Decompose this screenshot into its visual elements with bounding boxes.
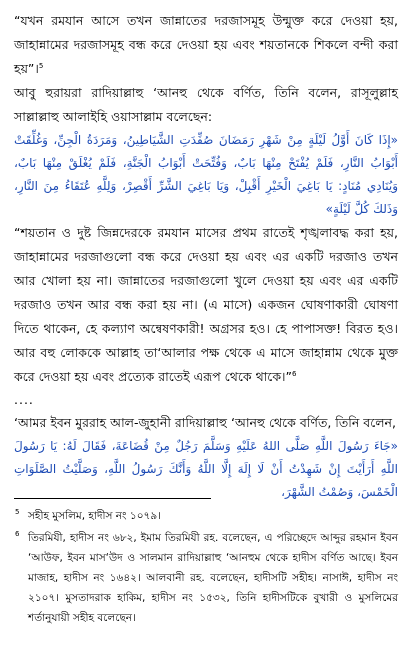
- narration-intro-2: ‘আমর ইবন মুররাহ আল-জুহানী রাদিয়াল্লাহু ‘আনহু থেকে বর্ণিত, তিনি বলেন,: [14, 415, 396, 430]
- quote-paragraph-1: [14, 9, 398, 81]
- footnote-text: তিরমিযী, হাদীস নং ৬৮২, ইমাম তিরমিযী রহ. বলেছেন, এ পরিচ্ছেদে আব্দুর রহমান ইবন ‘আউফ, ইবন মাস‘উদ ও সালমান রাদিয়াল্লাহু ‘আনহুম থেকে হাদীস বর্ণিত আছে। ইবন মাজাহ, হাদীস নং ১৬৪২। আলবানী রহ. বলেছেন, হাদীসটি সহীহ। নাসাঈ, হাদীস নং ২১০৭। মুসতাদরাক হাকিম, হাদীস নং ১৫৩২, তিনি হাদীসটিকে বুখারী ও মুসলিমের শর্তানুযায়ী সহীহ বলেছেন।: [28, 532, 398, 624]
- translation-paragraph: [14, 221, 398, 389]
- footnotes-section: [14, 506, 398, 630]
- footnote-6: [14, 528, 398, 628]
- ellipsis-separator: ....: [14, 392, 34, 407]
- footnote-ref-5[interactable]: 5: [38, 61, 44, 70]
- quote-text-1: “যখন রমযান আসে তখন জান্নাতের দরজাসমূহ উন্মুক্ত করে দেওয়া হয়, জাহান্নামের দরজাসমূহ বন্ধ করে দেওয়া হয় এবং শয়তানকে শিকলে বন্দী করা হয়”।: [14, 13, 398, 76]
- translation-text: “শয়তান ও দুষ্ট জিন্নদেরকে রমযান মাসের প্রথম রাতেই শৃঙ্খলাবদ্ধ করা হয়, জাহান্নামের দরজাগুলো বন্ধ করে দেওয়া হয় এবং এর একটি দরজাও তখন আর খোলা হয় না। জান্নাতের দরজাগুলো খুলে দেওয়া হয় এবং এর একটি দরজাও তখন আর বন্ধ করা হয় না। (এ মাসে) একজন ঘোষণাকারী ঘোষণা দিতে থাকেন, হে কল্যাণ অন্বেষণকারী! অগ্রসর হও। হে পাপাসক্ত! বিরত হও। আর বহু লোককে আল্লাহ তা‘আলার পক্ষ থেকে এ মাসে জাহান্নাম থেকে মুক্ত করে দেওয়া হয় এবং প্রত্যেক রাতেই এরূপ থেকে থাকে।”: [14, 225, 398, 384]
- footnote-5: [14, 506, 398, 526]
- footnote-divider: [14, 498, 211, 499]
- arabic-hadith-1: «إِذَا كَانَ أَوَّلُ لَيْلَةٍ مِنْ شَهْرِ رَمَضَانَ صُفِّدَتِ الشَّيَاطِينُ، وَمَرَدَةُ الْجِنِّ، وَغُلِّقَتْ أَبْوَابُ النَّارِ، فَلَمْ يُفْتَحْ مِنْهَا بَابٌ، وَفُتِّحَتْ أَبْوَابُ الْجَنَّةِ، فَلَمْ يُغْلَقْ مِنْهَا بَابٌ، وَيُنَادِي مُنَادٍ: يَا بَاغِيَ الْخَيْرِ أَقْبِلْ، وَيَا بَاغِيَ الشَّرِّ أَقْصِرْ، وَلِلَّهِ عُتَقَاءُ مِنَ النَّارِ، وَذَلكَ كُلَّ لَيْلَةٍ»: [14, 133, 398, 216]
- footnote-ref-6[interactable]: 6: [292, 369, 297, 378]
- arabic-hadith-2: «جَاءَ رَسُولَ اللَّهِ صَلَّى اللهُ عَلَيْهِ وَسَلَّمَ رَجُلٌ مِنْ قُضَاعَةَ، فَقَالَ لَهُ: يَا رَسُولَ اللَّهِ أَرَأَيْتَ إِنْ شَهِدْتُ أَنْ لَا إِلَهَ إِلَّا اللَّهُ وَأَنَّكَ رَسُولُ اللَّهِ، وَصَلَّيْتُ الصَّلَوَاتِ الْخَمْسَ، وَصُمْتُ الشَّهْرَ،: [14, 439, 398, 499]
- footnote-number: 6: [15, 530, 20, 538]
- narration-intro-1: আবু হুরায়রা রাদিয়াল্লাহু ‘আনহু থেকে বর্ণিত, তিনি বলেন, রাসূলুল্লাহ সাল্লাল্লাহু আলাইহি ওয়াসাল্লাম বলেছেন:: [14, 85, 398, 124]
- footnote-text: সহীহ মুসলিম, হাদীস নং ১০৭৯।: [28, 510, 161, 522]
- footnote-number: 5: [15, 508, 20, 516]
